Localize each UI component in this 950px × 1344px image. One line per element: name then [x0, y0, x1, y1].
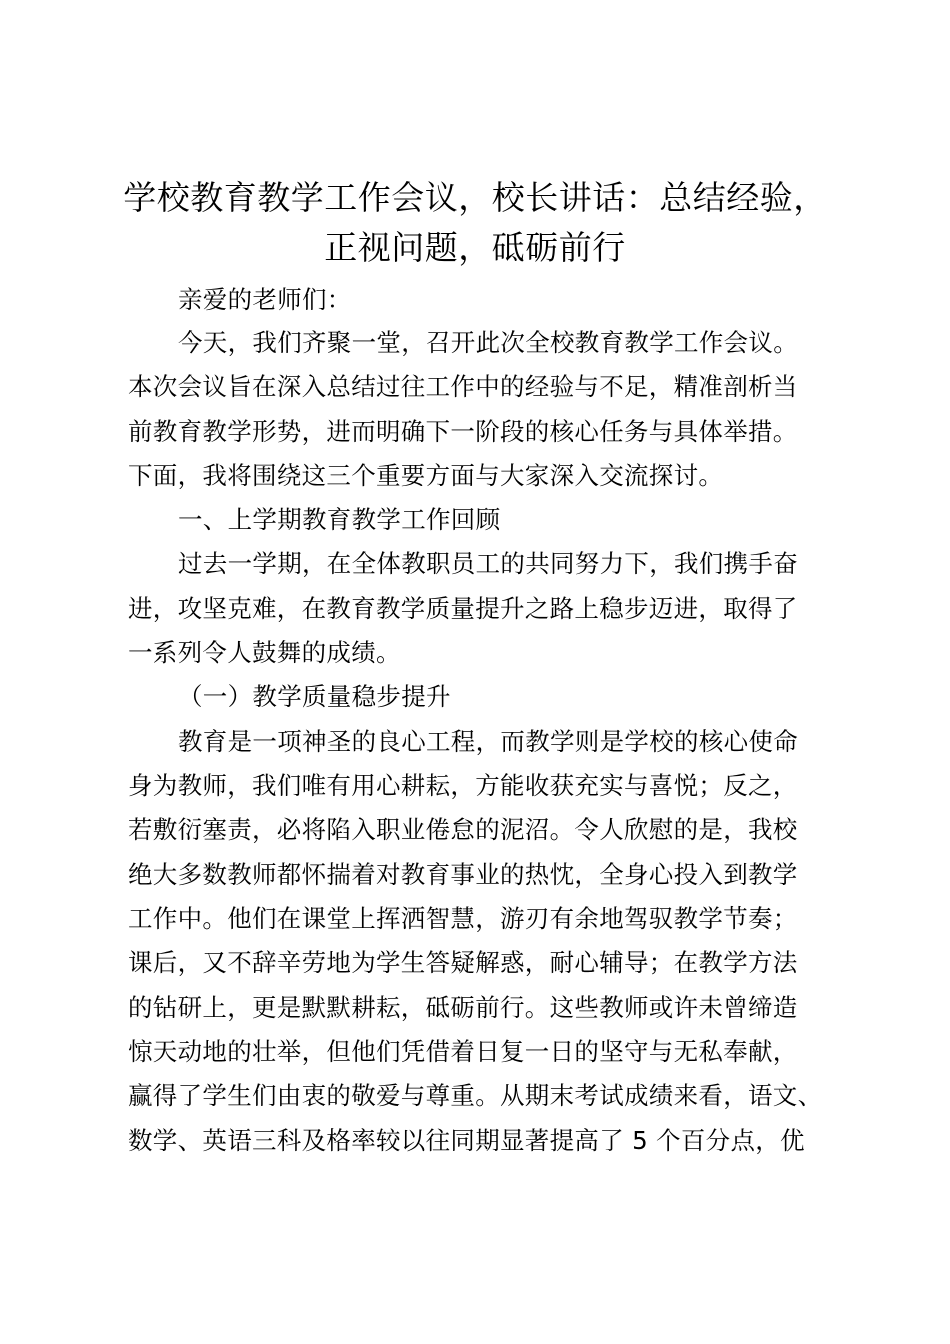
- paragraph-line: 课后，又不辞辛劳地为学生答疑解惑，耐心辅导；在教学方法: [128, 948, 798, 977]
- paragraph-line: 若敷衍塞责，必将陷入职业倦怠的泥沼。令人欣慰的是，我校: [128, 815, 798, 844]
- salutation: 亲爱的老师们：: [178, 285, 352, 314]
- paragraph-line: 教育是一项神圣的良心工程，而教学则是学校的核心使命: [178, 727, 798, 756]
- paragraph-line: 数学、英语三科及格率较以往同期显著提高了 5 个百分点，优: [128, 1126, 805, 1155]
- document-title-line-2: 正视问题，砥砺前行: [324, 228, 626, 267]
- subsection-heading: （一）教学质量稳步提升: [178, 682, 451, 711]
- paragraph-line: 前教育教学形势，进而明确下一阶段的核心任务与具体举措。: [128, 417, 798, 446]
- paragraph-line: 今天，我们齐聚一堂，召开此次全校教育教学工作会议。: [178, 328, 798, 357]
- paragraph-line: 绝大多数教师都怀揣着对教育事业的热忱，全身心投入到教学: [128, 860, 798, 889]
- paragraph-line: 赢得了学生们由衷的敬爱与尊重。从期末考试成绩来看，语文、: [128, 1081, 823, 1110]
- paragraph-line: 过去一学期，在全体教职员工的共同努力下，我们携手奋: [178, 549, 798, 578]
- paragraph-line: 一系列令人鼓舞的成绩。: [128, 638, 401, 667]
- paragraph-line: 身为教师，我们唯有用心耕耘，方能收获充实与喜悦；反之，: [128, 771, 798, 800]
- paragraph-line: 进，攻坚克难，在教育教学质量提升之路上稳步迈进，取得了: [128, 594, 798, 623]
- paragraph-line: 工作中。他们在课堂上挥洒智慧，游刃有余地驾驭教学节奏；: [128, 904, 798, 933]
- paragraph-line: 下面，我将围绕这三个重要方面与大家深入交流探讨。: [128, 461, 724, 490]
- section-heading: 一、上学期教育教学工作回顾: [178, 505, 501, 534]
- paragraph-line: 惊天动地的壮举，但他们凭借着日复一日的坚守与无私奉献，: [128, 1037, 798, 1066]
- paragraph-line: 的钻研上，更是默默耕耘，砥砺前行。这些教师或许未曾缔造: [128, 993, 798, 1022]
- document-title-line-1: 学校教育教学工作会议，校长讲话：总结经验，: [123, 178, 827, 217]
- paragraph-line: 本次会议旨在深入总结过往工作中的经验与不足，精准剖析当: [128, 372, 798, 401]
